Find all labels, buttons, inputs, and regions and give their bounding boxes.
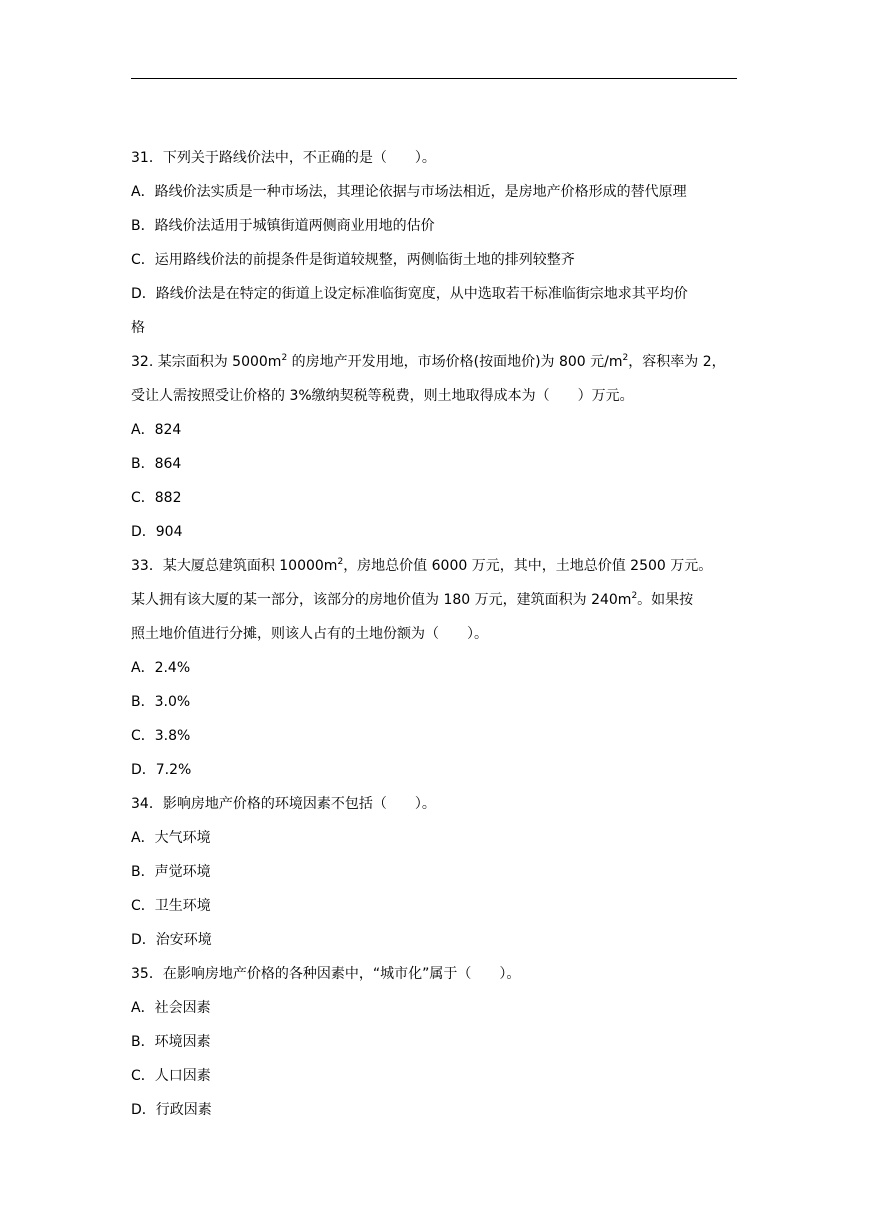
question-33 [131,549,741,787]
question-33-stem-line-1 [131,549,741,583]
question-33-option-a: A．2.4% [131,660,191,676]
question-33-option-b: B．3.0% [131,694,191,710]
question-32 [131,345,741,549]
header-rule [131,78,737,79]
question-35-option-b: B．环境因素 [131,1034,211,1050]
superscript: 2 [622,353,629,363]
question-34 [131,787,741,957]
superscript: 2 [281,353,288,363]
question-31-option-c: C．运用路线价法的前提条件是街道较规整，两侧临街土地的排列较整齐 [131,252,575,268]
stem-text: ，房地总价值 6000 万元，其中，土地总价值 2500 万元。 [343,558,713,574]
question-32-option-d: D．904 [131,524,183,540]
question-31-stem: 31．下列关于路线价法中，不正确的是（ ）。 [131,150,436,166]
question-32-option-a: A．824 [131,422,182,438]
stem-text: 的房地产开发用地，市场价格(按面地价)为 800 元/m [287,354,623,370]
question-32-stem-line-1 [131,345,741,379]
question-34-option-a: A．大气环境 [131,830,211,846]
stem-text: 32. 某宗面积为 5000m [131,354,282,370]
superscript: 2 [631,591,638,601]
superscript: 2 [337,557,344,567]
question-35-option-a: A．社会因素 [131,1000,211,1016]
question-31-option-d: D．路线价法是在特定的街道上设定标准临街宽度，从中选取若干标准临街宗地求其平均价 [131,286,688,302]
question-34-option-b: B．声觉环境 [131,864,211,880]
stem-text: 33．某大厦总建筑面积 10000m [131,558,338,574]
stem-text: 。如果按 [637,592,694,608]
question-33-stem-line-2 [131,583,741,617]
question-31-option-d-continued: 格 [131,320,145,336]
stem-text: ，容积率为 2， [628,354,726,370]
question-33-option-c: C．3.8% [131,728,191,744]
question-31 [131,141,741,345]
question-34-option-d: D．治安环境 [131,932,212,948]
question-34-option-c: C．卫生环境 [131,898,211,914]
stem-text: 某人拥有该大厦的某一部分，该部分的房地价值为 180 万元，建筑面积为 240m [131,592,632,608]
question-35-option-c: C．人口因素 [131,1068,211,1084]
question-33-option-d: D．7.2% [131,762,192,778]
question-35 [131,957,741,1127]
question-33-stem-line-3: 照土地价值进行分摊，则该人占有的土地份额为（ ）。 [131,626,488,642]
question-32-option-c: C．882 [131,490,182,506]
question-31-option-b: B．路线价法适用于城镇街道两侧商业用地的估价 [131,218,435,234]
question-35-option-d: D．行政因素 [131,1102,212,1118]
question-35-stem: 35．在影响房地产价格的各种因素中，“城市化”属于（ ）。 [131,966,521,982]
question-list [131,141,741,1127]
question-31-option-a: A．路线价法实质是一种市场法，其理论依据与市场法相近，是房地产价格形成的替代原理 [131,184,687,200]
question-32-stem-line-2: 受让人需按照受让价格的 3%缴纳契税等税费，则土地取得成本为（ ）万元。 [131,388,634,404]
question-34-stem: 34．影响房地产价格的环境因素不包括（ ）。 [131,796,436,812]
question-32-option-b: B．864 [131,456,182,472]
